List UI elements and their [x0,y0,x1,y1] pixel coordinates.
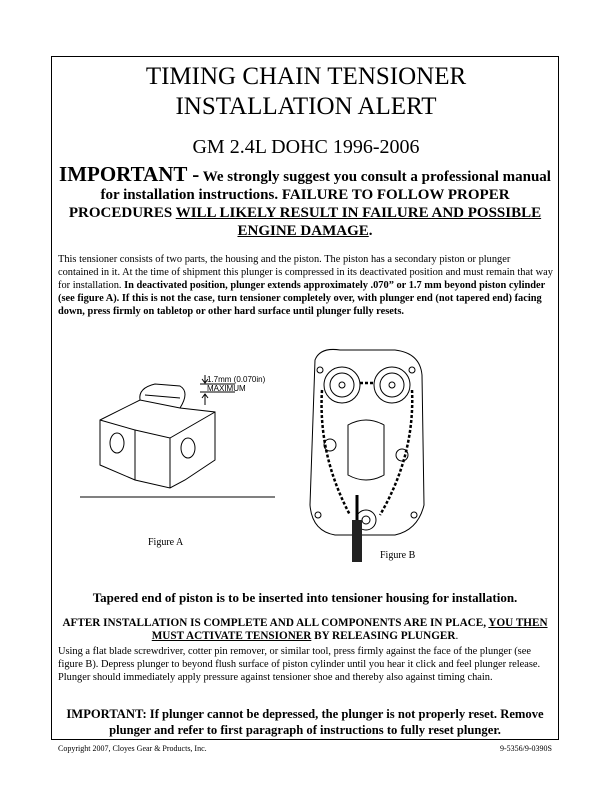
figure-b-engine-drawing [300,345,430,565]
activation-paragraph: Using a flat blade screwdriver, cotter pin remover, or similar tool, press firmly against the face of the plunger (see figure B). Depress plunger to beyond flush surface of piston cylinder until you hear it click and feel plunger release. Plunger should immediately apply pressure against tensioner shoe and thereby also against timing chain. [58,646,541,683]
after-rest: BY RELEASING PLUNGER [311,630,456,642]
after-end: . [455,630,459,642]
figure-b-label: Figure B [380,550,416,561]
important-notice [58,162,552,240]
important-underlined: WILL LIKELY RESULT IN FAILURE AND POSSIBLE ENGINE DAMAGE [175,205,542,239]
after-installation-notice [58,617,552,643]
figure-a-label: Figure A [148,537,184,548]
footer-copyright: Copyright 2007, Cloyes Gear & Products, Inc. [58,744,207,753]
intro-text: This tensioner consists of two parts, the housing and the piston. The piston has a secondary piston or plunger contained in it. At the time of shipment this plunger is compressed in its deactivated position and must remain that way for installation. [58,254,553,291]
subtitle: GM 2.4L DOHC 1996-2006 [192,136,420,158]
intro-bold-text: In deactivated position, plunger extends approximately .070” or 1.7 mm beyond piston cylinder (see figure A). If this is not the case, turn tensioner completely over, with plunger end (not tapered end) facing down, press firmly on tabletop or other hard surface until plunger fully resets. [58,280,546,317]
footer-part-number: 9-5356/9-0390S [500,744,552,753]
figure-a-dimension [207,375,265,393]
title-line-1: TIMING CHAIN TENSIONER [145,63,467,90]
important-text: We strongly suggest you consult a professional manual for installation instructions. FAILURE TO FOLLOW PROPER PROCEDURES [68,169,551,221]
dimension-value: 1.7mm (0.070in) [207,375,266,384]
important-lead: IMPORTANT - [59,162,200,186]
intro-paragraph [58,253,553,318]
title-line-2: INSTALLATION ALERT [175,93,437,120]
figure-a-drawing [80,370,300,510]
important-end: . [368,223,373,239]
dimension-maximum: MAXIMUM [207,384,246,393]
important-reset-notice: IMPORTANT: If plunger cannot be depressed, the plunger is not properly reset. Remove plunger and refer to first paragraph of instructions to fully reset plunger. [66,707,544,737]
after-bold: AFTER INSTALLATION IS COMPLETE AND ALL COMPONENTS ARE IN PLACE, [62,617,489,629]
tapered-note: Tapered end of piston is to be inserted into tensioner housing for installation. [92,590,518,605]
after-underlined: YOU THEN MUST ACTIVATE TENSIONER [151,617,548,642]
